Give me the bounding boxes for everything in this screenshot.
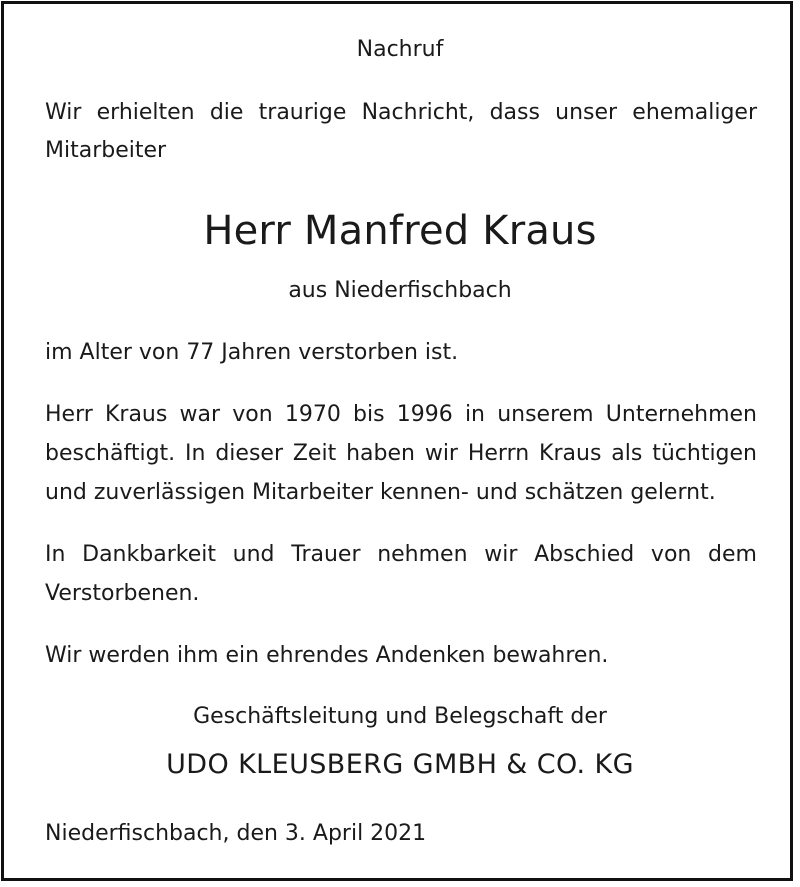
memory-line: Wir werden ihm ein ehrendes Andenken bewahren. [45,643,609,668]
deceased-origin: aus Niederfischbach [288,278,512,303]
employment-line-3: und zuverlässigen Mitarbeiter kennen- und schätzen gelernt. [45,480,716,505]
employment-line-2: beschäftigt. In dieser Zeit haben wir Herrn Kraus als tüchtigen [45,441,757,466]
company-name: UDO KLEUSBERG GMBH & CO. KG [166,749,634,780]
deceased-name: Herr Manfred Kraus [203,208,597,254]
signature-group: Geschäftsleitung und Belegschaft der [193,704,607,729]
farewell-line-1: In Dankbarkeit und Trauer nehmen wir Abschied von dem [45,542,757,567]
obituary-heading: Nachruf [356,37,444,62]
intro-line-2: Mitarbeiter [45,138,167,163]
age-line: im Alter von 77 Jahren verstorben ist. [45,340,459,365]
place-date: Niederfischbach, den 3. April 2021 [45,821,427,846]
farewell-line-2: Verstorbenen. [45,581,200,606]
intro-line-1: Wir erhielten die traurige Nachricht, dass unser ehemaliger [45,100,757,125]
employment-line-1: Herr Kraus war von 1970 bis 1996 in unserem Unternehmen [45,402,757,427]
